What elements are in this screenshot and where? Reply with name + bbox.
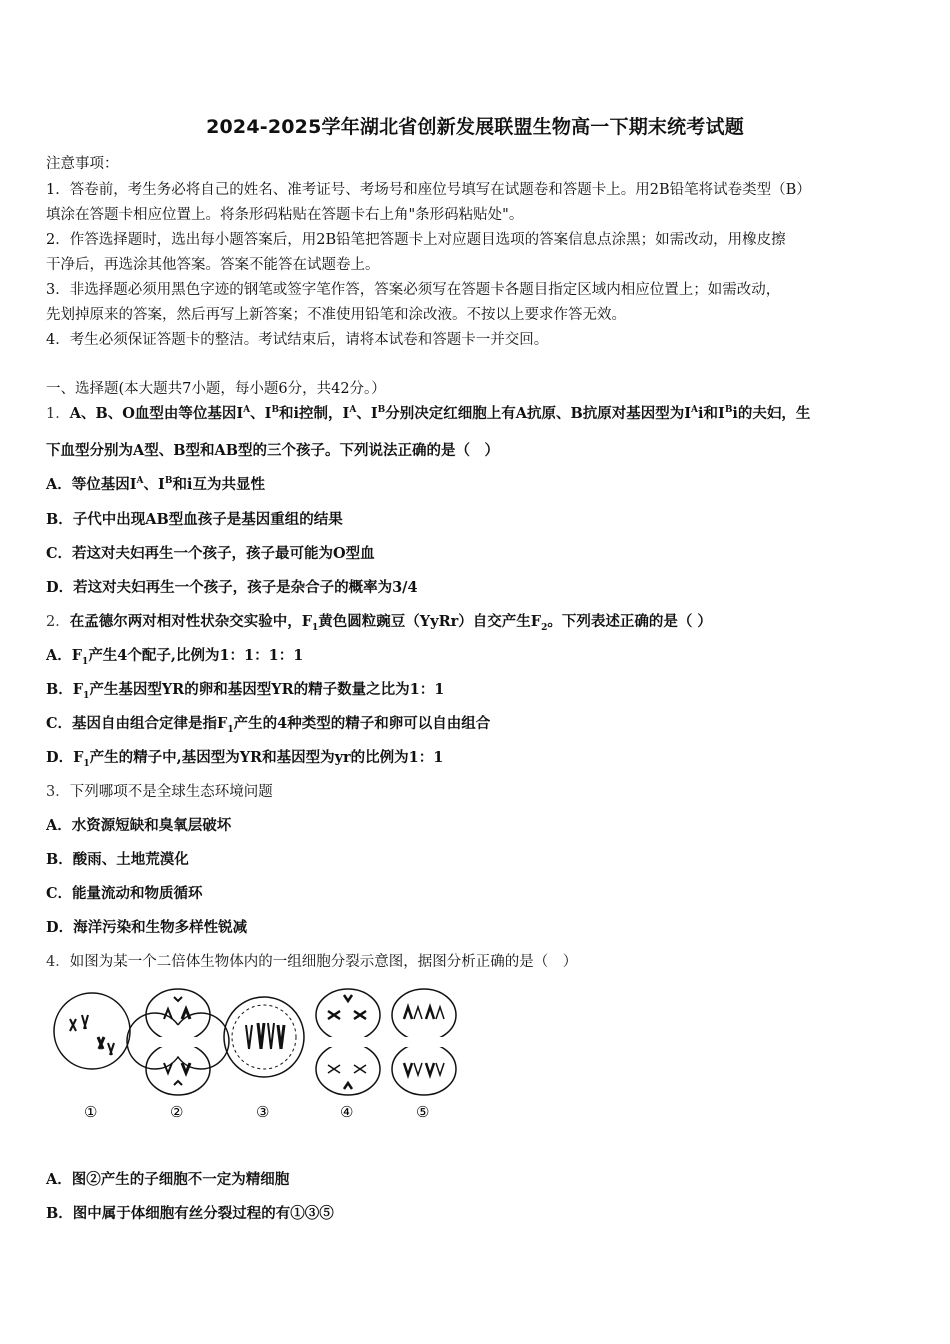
q2-option-b-sub: 1 xyxy=(83,690,90,701)
q1-stem-line2: 下血型分别为A型、B型和AB型的三个孩子。下列说法正确的是（ ） xyxy=(46,442,500,459)
figure-label-5: ⑤ xyxy=(416,1103,430,1121)
q1-option-c: C．若这对夫妇再生一个孩子，孩子最可能为O型血 xyxy=(46,545,375,562)
q1-option-a-part: 和i互为共显性 xyxy=(172,476,265,493)
q2-sub: 2 xyxy=(541,622,548,633)
q1-stem-part: 、I xyxy=(250,405,272,422)
q1-sup: B xyxy=(271,405,280,416)
notice-line: 干净后，再选涂其他答案。答案不能答在试题卷上。 xyxy=(46,257,380,273)
q1-stem xyxy=(46,402,810,423)
q1-stem-part: 分别决定红细胞上有A抗原、B抗原对基因型为I xyxy=(385,405,692,422)
q1-stem-part: i的夫妇，生 xyxy=(732,405,811,422)
notice-line: 4．考生必须保证答题卡的整洁。考试结束后，请将本试卷和答题卡一并交回。 xyxy=(46,332,549,348)
notice-line: 先划掉原来的答案，然后再写上新答案；不准使用铅笔和涂改液。不按以上要求作答无效。 xyxy=(46,307,626,323)
notice-line: 填涂在答题卡相应位置上。将条形码粘贴在答题卡右上角"条形码粘贴处"。 xyxy=(46,207,524,223)
q2-option-a-part: A．F xyxy=(46,647,83,664)
q2-stem xyxy=(46,610,712,633)
cell-5 xyxy=(392,989,456,1095)
q1-stem-part: A、B、O血型由等位基因I xyxy=(69,405,244,422)
q1-option-a xyxy=(46,473,265,494)
q2-option-b-part: B．F xyxy=(46,681,84,698)
q2-stem-part: 黄色圆粒豌豆（YyRr）自交产生F xyxy=(318,613,542,630)
q2-option-b-part: 产生基因型YR的卵和基因型YR的精子数量之比为1：1 xyxy=(89,681,445,698)
q1-sup: B xyxy=(377,405,386,416)
figure-label-2: ② xyxy=(170,1103,184,1121)
q2-option-a xyxy=(46,644,303,667)
cell-3 xyxy=(224,997,304,1077)
q2-option-a-sub: 1 xyxy=(82,656,89,667)
q2-stem-part: 在孟德尔两对相对性状杂交实验中，F xyxy=(69,613,313,630)
q2-option-d-part: 产生的精子中,基因型为YR和基因型为yr的比例为1：1 xyxy=(89,749,444,766)
page-title: 2024-2025学年湖北省创新发展联盟生物高一下期末统考试题 xyxy=(206,116,744,138)
q1-option-a-part: 、I xyxy=(143,476,165,493)
q3-option-d: D．海洋污染和生物多样性锐减 xyxy=(46,919,248,936)
figure-label-3: ③ xyxy=(256,1103,270,1121)
q2-option-d-sub: 1 xyxy=(83,758,90,769)
q3-option-c: C．能量流动和物质循环 xyxy=(46,885,203,902)
q1-sup: A xyxy=(243,405,251,416)
q2-option-b xyxy=(46,678,444,701)
section-heading: 一、选择题(本大题共7小题，每小题6分，共42分。） xyxy=(46,381,386,397)
q2-option-d xyxy=(46,746,443,769)
q4-option-b: B．图中属于体细胞有丝分裂过程的有①③⑤ xyxy=(46,1205,334,1222)
q2-sub: 1 xyxy=(312,622,319,633)
q1-option-d: D．若这对夫妇再生一个孩子，孩子是杂合子的概率为3/4 xyxy=(46,579,418,596)
q3-option-b: B．酸雨、土地荒漠化 xyxy=(46,851,189,868)
q1-sup: A xyxy=(691,405,699,416)
q4-number: 4． xyxy=(46,954,70,970)
q2-option-c-sub: 1 xyxy=(227,724,234,735)
q2-option-c xyxy=(46,712,490,735)
q1-stem-part: i和I xyxy=(698,405,725,422)
q2-option-d-part: D．F xyxy=(46,749,84,766)
q2-option-a-part: 产生4个配子,比例为1：1：1：1 xyxy=(88,647,304,664)
cell-2 xyxy=(127,989,229,1095)
figure-label-4: ④ xyxy=(340,1103,354,1121)
q2-stem-part: 。下列表述正确的是（ ） xyxy=(547,613,712,630)
q1-option-a-sup: A xyxy=(136,476,144,487)
notice-line: 3．非选择题必须用黑色字迹的钢笔或签字笔作答，答案必须写在答题卡各题目指定区域内相应位置上；如需改动， xyxy=(46,282,781,298)
q3-stem xyxy=(46,780,273,801)
q1-stem-part: 、I xyxy=(356,405,378,422)
cell-division-figure xyxy=(46,985,476,1125)
q3-option-a: A．水资源短缺和臭氧层破坏 xyxy=(46,817,232,834)
q3-number: 3． xyxy=(46,784,70,800)
q2-option-c-part: 产生的4种类型的精子和卵可以自由组合 xyxy=(233,715,491,732)
q1-option-a-sup: B xyxy=(164,476,173,487)
cell-1 xyxy=(54,993,130,1069)
q1-option-b: B．子代中出现AB型血孩子是基因重组的结果 xyxy=(46,511,343,528)
q4-stem xyxy=(46,950,577,971)
q4-option-a: A．图②产生的子细胞不一定为精细胞 xyxy=(46,1171,290,1188)
cell-4 xyxy=(316,989,380,1095)
q1-sup: A xyxy=(349,405,357,416)
notice-line: 1．答卷前，考生务必将自己的姓名、准考证号、考场号和座位号填写在试题卷和答题卡上。用2B铅笔将试卷类型（B） xyxy=(46,182,811,198)
q1-number: 1． xyxy=(46,406,70,422)
notice-line: 2．作答选择题时，选出每小题答案后，用2B铅笔把答题卡上对应题目选项的答案信息点涂黑；如需改动，用橡皮擦 xyxy=(46,232,786,248)
q1-sup: B xyxy=(724,405,733,416)
q1-option-a-part: A．等位基因I xyxy=(46,476,137,493)
q2-number: 2． xyxy=(46,614,70,630)
q1-stem-part: 和i控制，I xyxy=(279,405,350,422)
q2-option-c-part: C．基因自由组合定律是指F xyxy=(46,715,228,732)
q3-stem-text: 下列哪项不是全球生态环境问题 xyxy=(69,784,273,800)
notice-heading: 注意事项： xyxy=(46,156,119,172)
q4-stem-text: 如图为某一个二倍体生物体内的一组细胞分裂示意图，据图分析正确的是（ ） xyxy=(69,954,578,970)
figure-label-1: ① xyxy=(84,1103,98,1121)
